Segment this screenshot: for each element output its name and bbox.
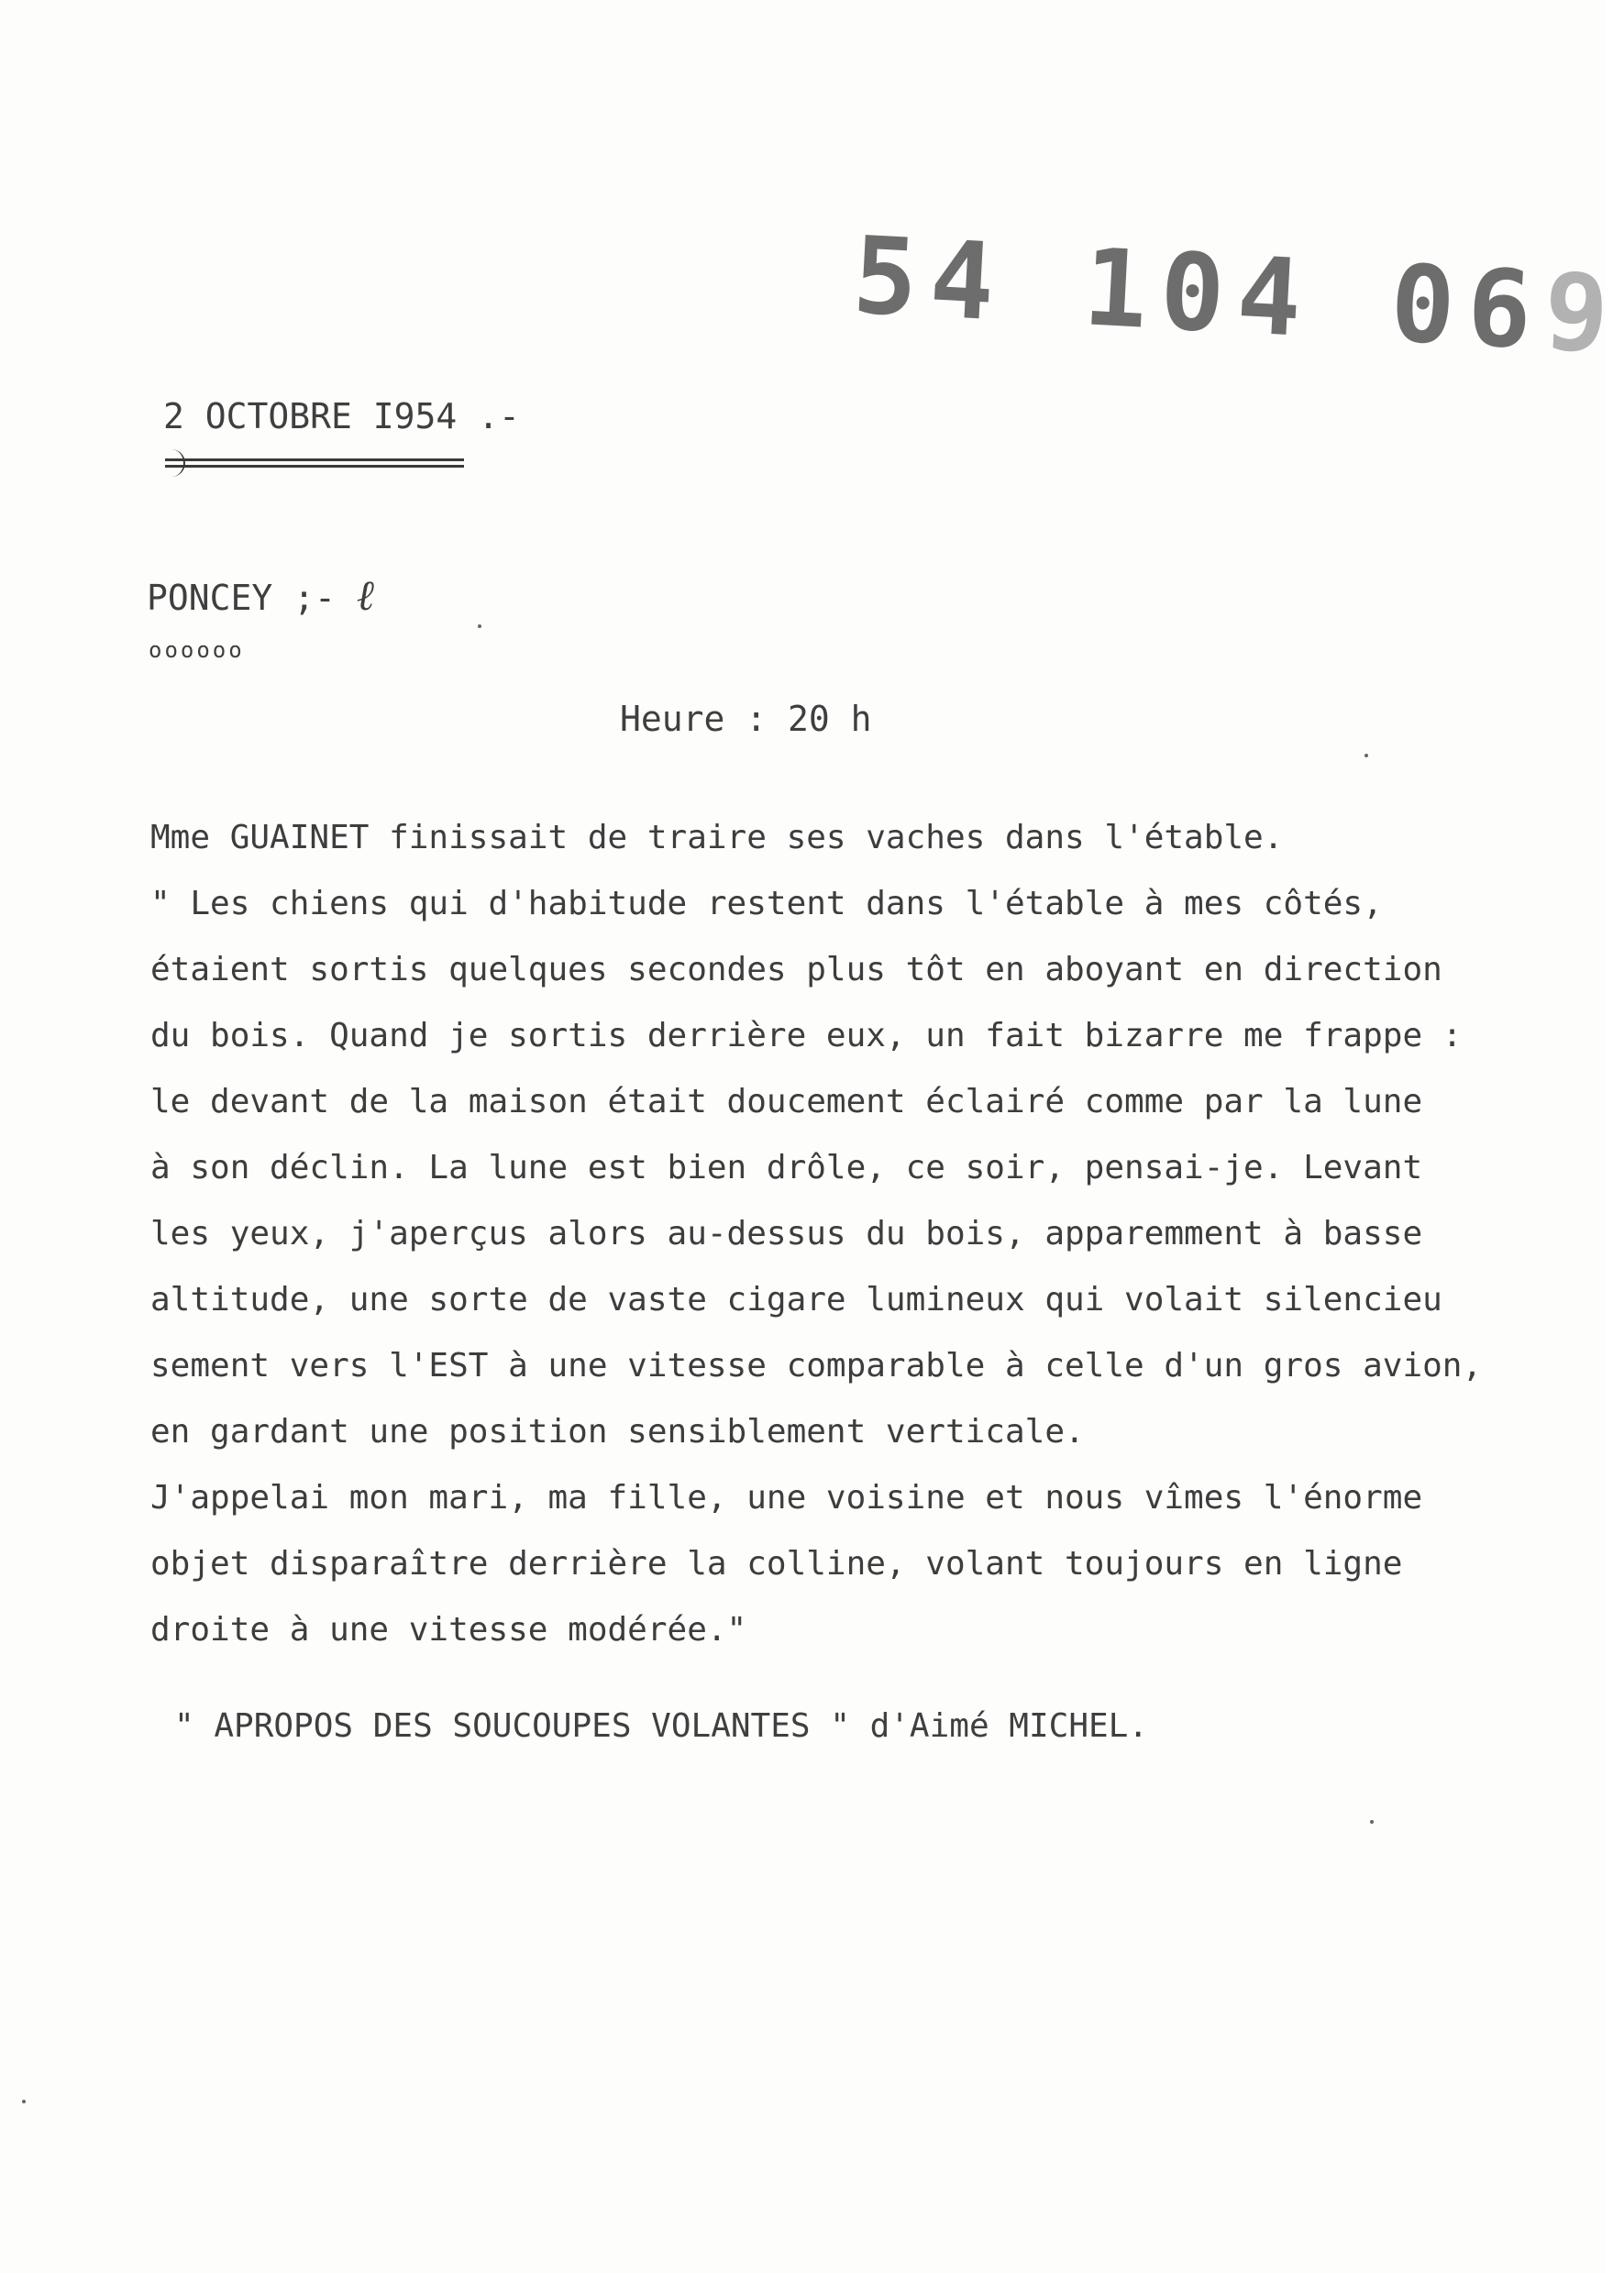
testimony-line: droite à une vitesse modérée.": [150, 1611, 747, 1649]
paper-speck: [1370, 1820, 1374, 1824]
date-underline-double: [165, 465, 464, 468]
testimony-line: en gardant une position sensiblement verticale.: [150, 1413, 1085, 1451]
testimony-line: objet disparaître derrière la colline, volant toujours en ligne: [150, 1545, 1403, 1583]
testimony-line: le devant de la maison était doucement éclairé comme par la lune: [150, 1083, 1423, 1120]
reference-number-stamp: [850, 214, 1624, 378]
testimony-line: " Les chiens qui d'habitude restent dans l'étable à mes côtés,: [150, 885, 1383, 922]
testimony-line: à son déclin. La lune est bien drôle, ce soir, pensai-je. Levant: [150, 1149, 1423, 1186]
pen-mark: [171, 449, 185, 477]
paper-speck: [1364, 754, 1368, 757]
event-time: Heure : 20 h: [620, 699, 872, 739]
place-handwritten-mark: ℓ: [356, 570, 374, 620]
testimony-text: [150, 805, 1482, 1663]
testimony-line: altitude, une sorte de vaste cigare lumineux qui volait silencieu: [150, 1281, 1442, 1319]
stamp-number-last: 9: [1541, 249, 1624, 378]
date-underline: [165, 458, 464, 461]
testimony-line: les yeux, j'aperçus alors au-dessus du bois, apparemment à basse: [150, 1215, 1423, 1252]
paper-speck: [22, 2100, 26, 2103]
testimony-line: sement vers l'EST à une vitesse comparable à celle d'un gros avion,: [150, 1347, 1483, 1385]
testimony-line: J'appelai mon mari, ma fille, une voisine et nous vîmes l'énorme: [150, 1479, 1423, 1517]
testimony-line: étaient sortis quelques secondes plus tôt en aboyant en direction: [150, 951, 1442, 988]
testimony-line: Mme GUAINET finissait de traire ses vaches dans l'étable.: [150, 819, 1284, 856]
source-citation: " APROPOS DES SOUCOUPES VOLANTES " d'Aimé MICHEL.: [174, 1707, 1149, 1745]
testimony-line: du bois. Quand je sortis derrière eux, un fait bizarre me frappe :: [150, 1017, 1463, 1054]
stamp-number-main: 54 104 06: [850, 214, 1548, 374]
place-label: PONCEY ;-: [147, 578, 336, 618]
paper-speck: [478, 624, 481, 628]
document-date: 2 OCTOBRE I954 .-: [163, 396, 520, 436]
separator-circles: oooooo: [149, 637, 245, 663]
place-name: [147, 570, 374, 620]
